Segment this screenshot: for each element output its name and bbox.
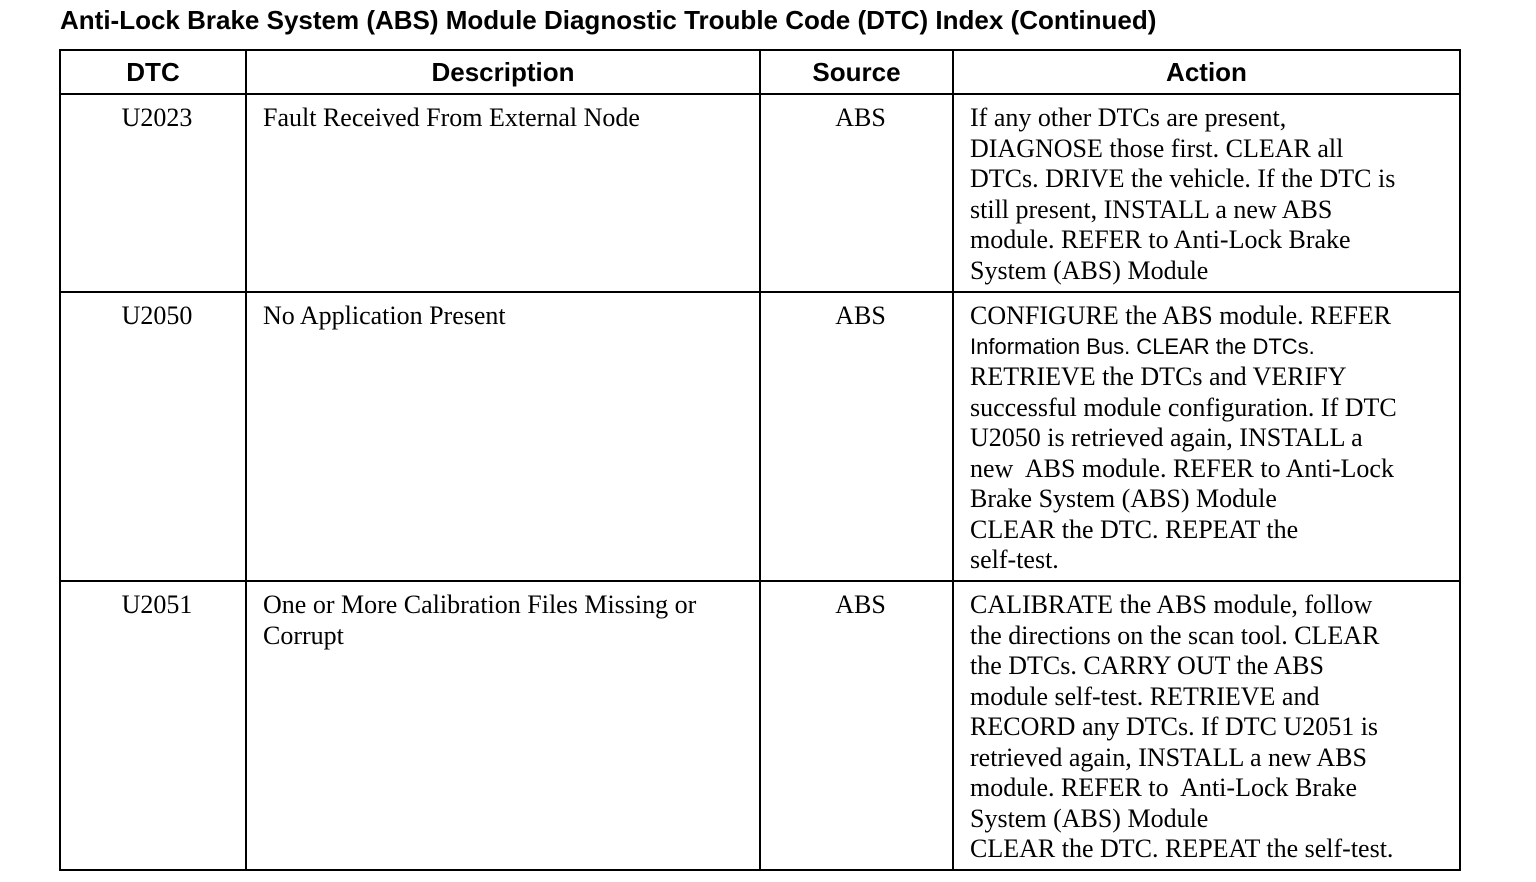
action-line: retrieved again, INSTALL a new ABS (970, 742, 1367, 772)
action-line: DIAGNOSE those first. CLEAR all (970, 133, 1344, 163)
dtc-code: U2050 (60, 292, 246, 581)
dtc-code: U2051 (60, 581, 246, 870)
action-line: module. REFER to Anti-Lock Brake (970, 225, 1351, 254)
header-dtc: DTC (60, 50, 246, 94)
dtc-source: ABS (760, 292, 953, 581)
action-line: self-test. (970, 545, 1059, 574)
action-line: RECORD any DTCs. If DTC U2051 is (970, 712, 1379, 741)
action-line: module self-test. RETRIEVE and (970, 681, 1320, 711)
action-line: still present, INSTALL a new ABS (970, 194, 1333, 224)
action-line: CLEAR the DTC. REPEAT the self-test. (970, 834, 1394, 863)
action-line: the directions on the scan tool. CLEAR (970, 620, 1380, 650)
header-action: Action (953, 50, 1460, 94)
header-description: Description (246, 50, 760, 94)
action-line: System (ABS) Module (970, 803, 1209, 833)
dtc-action (953, 94, 1460, 292)
dtc-action (953, 292, 1460, 581)
action-line: DTCs. DRIVE the vehicle. If the DTC is (970, 164, 1396, 193)
table-row (60, 292, 1460, 581)
action-line: successful module configuration. If DTC (970, 392, 1397, 422)
table-header-row (60, 50, 1460, 94)
dtc-description: Fault Received From External Node (246, 94, 760, 292)
action-line: U2050 is retrieved again, INSTALL a (970, 423, 1363, 452)
dtc-index-table (59, 49, 1461, 871)
dtc-description: One or More Calibration Files Missing or Corrupt (246, 581, 760, 870)
table-row (60, 581, 1460, 870)
dtc-source: ABS (760, 94, 953, 292)
dtc-description: No Application Present (246, 292, 760, 581)
action-line: System (ABS) Module (970, 255, 1209, 285)
dtc-source: ABS (760, 581, 953, 870)
dtc-action (953, 581, 1460, 870)
action-line: the DTCs. CARRY OUT the ABS (970, 651, 1324, 680)
action-line: Brake System (ABS) Module (970, 484, 1277, 513)
action-line: Information Bus. CLEAR the DTCs. (970, 333, 1315, 359)
action-line: module. REFER to Anti-Lock Brake (970, 773, 1358, 802)
action-line: CALIBRATE the ABS module, follow (970, 590, 1373, 619)
action-line: CONFIGURE the ABS module. REFER (970, 301, 1392, 330)
action-line: RETRIEVE the DTCs and VERIFY (970, 362, 1347, 391)
header-source: Source (760, 50, 953, 94)
page-title: Anti-Lock Brake System (ABS) Module Diagnostic Trouble Code (DTC) Index (Continued) (60, 5, 1157, 35)
table-row (60, 94, 1460, 292)
dtc-code: U2023 (60, 94, 246, 292)
action-line: new ABS module. REFER to Anti-Lock (970, 453, 1394, 483)
action-line: CLEAR the DTC. REPEAT the (970, 514, 1299, 544)
action-line: If any other DTCs are present, (970, 103, 1287, 132)
